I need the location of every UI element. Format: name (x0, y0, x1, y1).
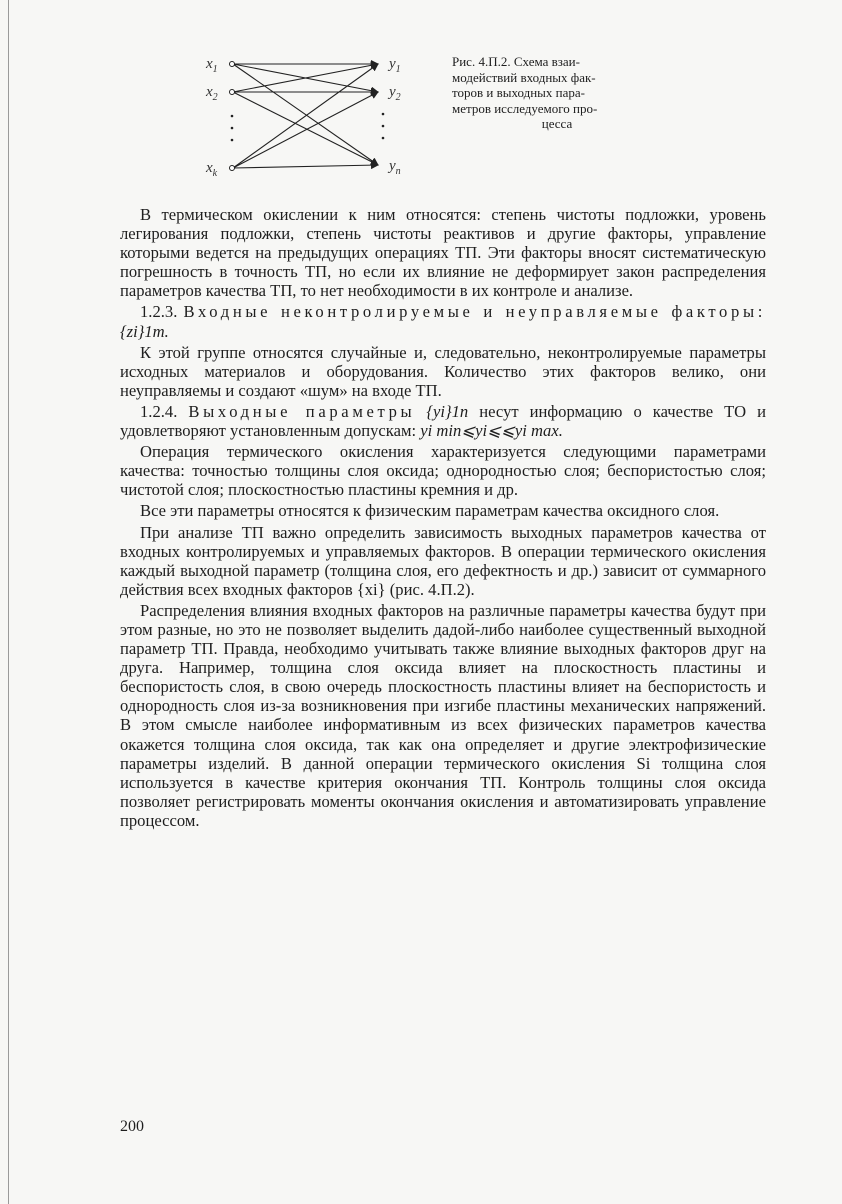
output-ellipsis-dot (382, 113, 385, 116)
input-ellipsis-dot (231, 115, 234, 118)
paragraph: К этой группе относятся случайные и, следовательно, неконтролируемые параметры исходных материалов и оборудования. Количество этих факторов велико, они неуправляемы и создают «шум» на входе ТП. (120, 342, 766, 400)
math-expression: {yi}1n (426, 401, 469, 421)
output-ellipsis-dot (382, 137, 385, 140)
math-expression: {zi}1m. (120, 321, 169, 341)
input-ellipsis-dot (231, 127, 234, 130)
body-text (120, 205, 766, 832)
output-ellipsis-dot (382, 125, 385, 128)
math-expression: yi min⩽yi⩽⩽yi max. (420, 421, 563, 441)
input-node-xk (230, 166, 235, 171)
section-heading-1-2-4 (120, 402, 766, 440)
input-label-xk: $x_k$ (206, 160, 218, 179)
interaction-diagram (200, 50, 430, 185)
paragraph: Операция термического окисления характеризуется следующими параметрами качества: точностью толщины слоя оксида; однородностью слоя; беспористостью слоя; чистотой слоя; плоскостностью пластины кремния и др. (120, 442, 766, 500)
paragraph: В термическом окислении к ним относятся: степень чистоты подложки, уровень легирования подложки, степень чистоты реактивов и другие факторы, управление которыми ведется на предыдущих операциях ТП. Эти факторы вносят систематическую погрешность в точность ТП, но если их влияние не деформирует закон распределения параметров качества ТП, то нет необходимости в их контроле и анализе. (120, 205, 766, 301)
caption-line: торов и выходных пара- (452, 85, 585, 100)
input-label-x2: $x_2$ (206, 84, 218, 103)
caption-line: метров исследуемого про- (452, 100, 598, 116)
section-number: 1.2.3. (140, 302, 178, 322)
input-ellipsis-dot (231, 139, 234, 142)
section-title: Выходные параметры (188, 401, 416, 421)
interaction-diagram-svg (200, 50, 430, 185)
paragraph: При анализе ТП важно определить зависимость выходных параметров качества от входных контролируемых и управляемых факторов. В операции термического окисления каждый выходной параметр (толщина слоя, его дефектность и др.) зависит от суммарного действия всех входных факторов {xi} (рис. 4.П.2). (120, 522, 766, 599)
section-heading-1-2-3 (120, 302, 766, 340)
section-text: несут информацию о качестве ТО и удовлетворяют установленным допускам: (120, 401, 766, 441)
figure-caption (452, 54, 662, 132)
page-number: 200 (120, 1118, 144, 1135)
input-label-x1: $x_1$ (206, 56, 218, 75)
caption-line: модействий входных фак- (452, 69, 596, 85)
caption-line: цесса (541, 116, 573, 131)
paragraph: Распределения влияния входных факторов на различные параметры качества будут при этом разные, но это не позволяет выделить дадой-либо наиболее существенный выходной параметр ТП. Правда, необходимо учитывать также влияние выходных факторов друг на друга. Например, толщина слоя оксида влияет на плоскостность пластины и беспористость слоя, в свою очередь плоскостность пластины влияет на беспористость и однородность слоя из-за возникновения при изгибе пластины механических напряжений. В этом смысле наиболее информативным из всех физических параметров качества окажется толщина слоя оксида, так как она определяет и другие электрофизические параметры изделий. В данной операции термического окисления Si толщина слоя используется в качестве критерия окончания ТП. Контроль толщины слоя оксида позволяет регистрировать моменты окончания окисления и автоматизировать управление процессом. (120, 600, 766, 830)
output-label-y1: $y_1$ (389, 56, 401, 75)
section-number: 1.2.4. (140, 401, 178, 421)
page-binding-edge (8, 0, 9, 1204)
paragraph: Все эти параметры относятся к физическим параметрам качества оксидного слоя. (140, 501, 720, 521)
input-node-x2 (230, 90, 235, 95)
edge-xk-yn (233, 165, 378, 168)
caption-line: Рис. 4.П.2. Схема взаи- (452, 54, 580, 69)
input-node-x1 (230, 62, 235, 67)
output-label-y2: $y_2$ (389, 84, 401, 103)
output-label-yn: $y_n$ (389, 158, 401, 177)
section-title: Входные неконтролируемые и неуправляемые факторы: (183, 302, 767, 322)
